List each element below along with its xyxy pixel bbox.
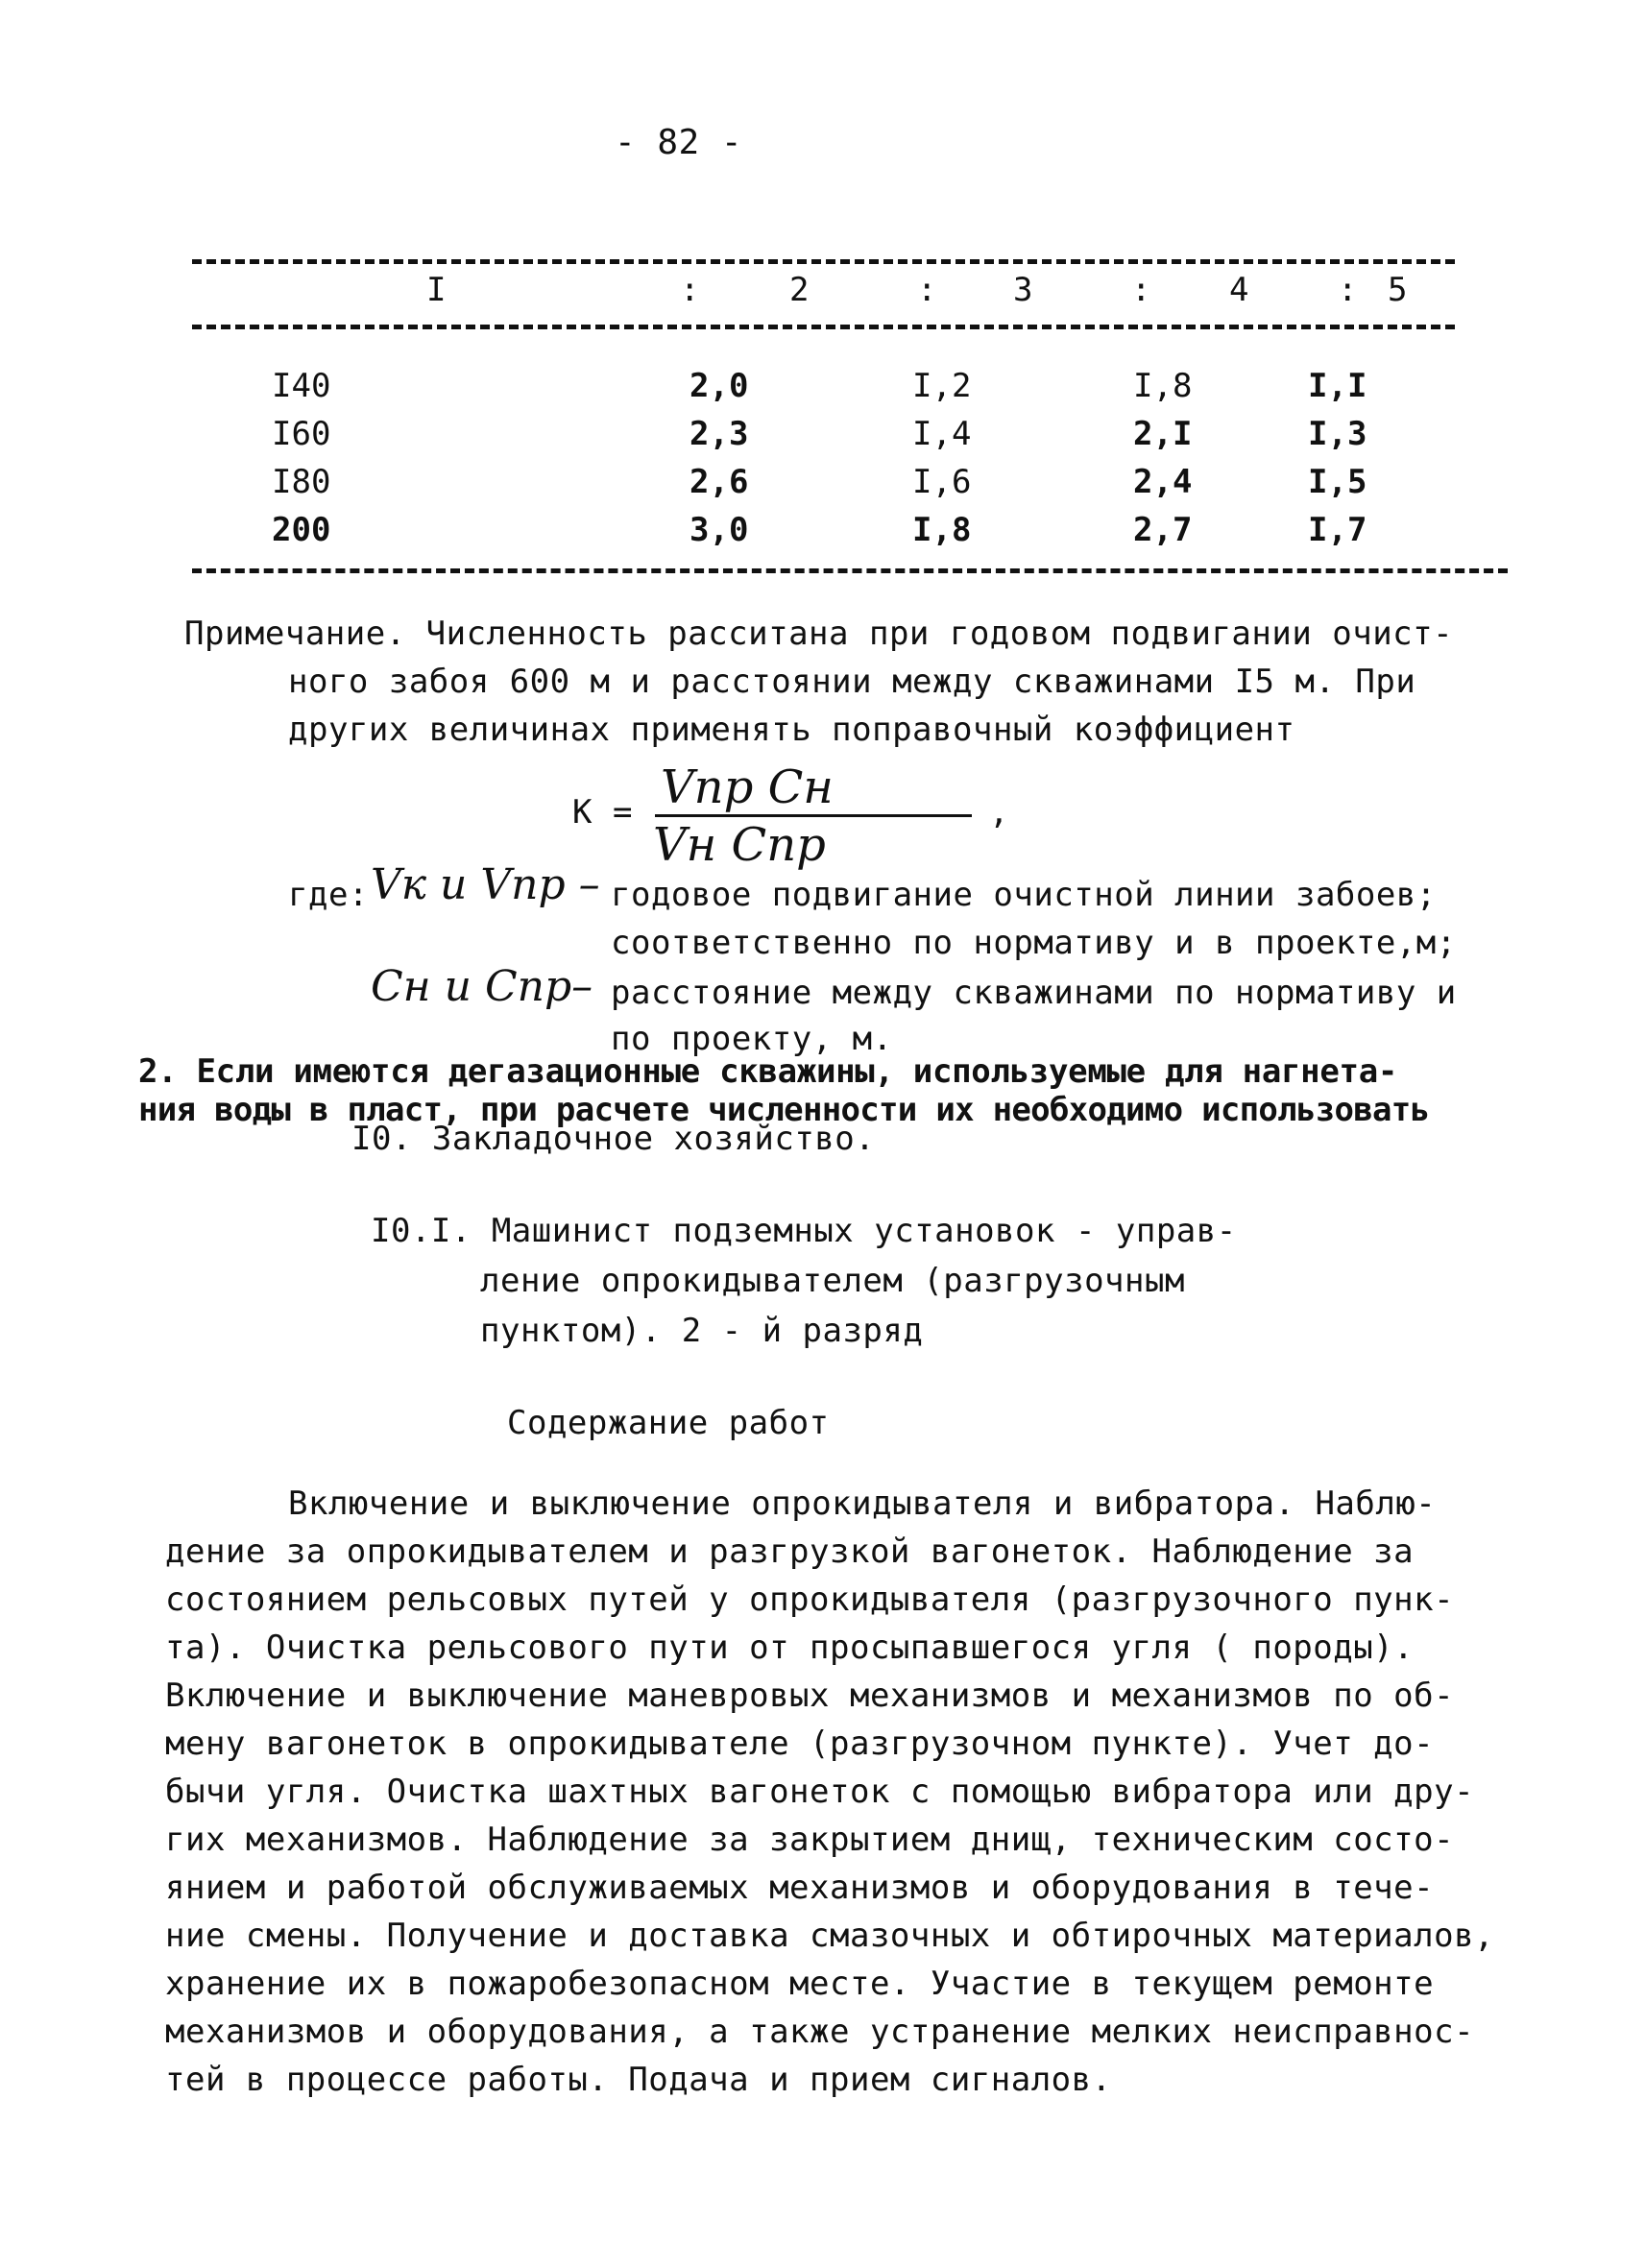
fraction-bar <box>655 814 972 817</box>
table-header-sep: : <box>680 271 700 309</box>
where-symbol-c: Сн и Спр– <box>371 962 593 1011</box>
table-cell: 2,7 <box>1133 511 1193 549</box>
body-line: ние смены. Получение и доставка смазочных и обтирочных материалов, <box>165 1917 1495 1955</box>
table-cell: I,5 <box>1308 463 1367 501</box>
content-heading: Содержание работ <box>507 1404 830 1442</box>
table-cell: I80 <box>272 463 331 501</box>
formula-comma: , <box>989 793 1009 832</box>
subsection-title: I0.I. Машинист подземных установок - управ- <box>371 1212 1237 1250</box>
table-header-4: 4 <box>1229 271 1249 309</box>
body-line: хранение их в пожаробезопасном месте. Участие в текущем ремонте <box>165 1965 1435 2003</box>
body-line: механизмов и оборудования, а также устранение мелких неисправнос- <box>165 2013 1475 2051</box>
table-cell: I,7 <box>1308 511 1367 549</box>
table-header-sep: : <box>917 271 937 309</box>
table-header-1: I <box>426 271 447 309</box>
table-header-rule <box>192 325 1455 329</box>
subsection-title: пунктом). 2 - й разряд <box>480 1312 924 1350</box>
table-top-rule <box>192 259 1455 264</box>
table-cell: 2,0 <box>689 367 749 405</box>
where-text: расстояние между скважинами по нормативу и <box>611 974 1457 1012</box>
table-cell: 2,I <box>1133 415 1193 453</box>
body-line: Включение и выключение маневровых механизмов и механизмов по об- <box>165 1677 1455 1715</box>
note-line: ного забоя 600 м и расстоянии между скважинами I5 м. При <box>288 663 1416 701</box>
body-line: состоянием рельсовых путей у опрокидывателя (разгрузочного пунк- <box>165 1580 1455 1619</box>
table-cell: I60 <box>272 415 331 453</box>
table-cell: I,6 <box>912 463 972 501</box>
where-text: по проекту, м. <box>611 1020 893 1058</box>
body-line: тей в процессе работы. Подача и прием сигналов. <box>165 2061 1112 2099</box>
table-header-2: 2 <box>789 271 810 309</box>
where-label: где: <box>288 876 369 914</box>
table-cell: I,4 <box>912 415 972 453</box>
section-title: I0. Закладочное хозяйство. <box>351 1120 876 1158</box>
table-cell: 2,4 <box>1133 463 1193 501</box>
table-header-5: 5 <box>1388 271 1408 309</box>
formula-k: K = <box>572 793 633 832</box>
item-2-line: ния воды в пласт, при расчете численности их необходимо использовать <box>138 1091 1430 1129</box>
table-cell: 2,6 <box>689 463 749 501</box>
body-line: та). Очистка рельсового пути от просыпавшегося угля ( породы). <box>165 1629 1415 1667</box>
body-line: гих механизмов. Наблюдение за закрытием днищ, техническим состо- <box>165 1821 1455 1859</box>
body-line: янием и работой обслуживаемых механизмов и оборудования в тече- <box>165 1869 1435 1907</box>
table-cell: 200 <box>272 511 331 549</box>
table-cell: 3,0 <box>689 511 749 549</box>
table-header-sep: : <box>1131 271 1151 309</box>
item-2-line: 2. Если имеются дегазационные скважины, используемые для нагнета- <box>138 1052 1398 1091</box>
where-symbol-v: Vк и Vпр – <box>371 860 600 909</box>
page-number: - 82 - <box>615 123 743 162</box>
table-header-sep: : <box>1338 271 1358 309</box>
where-text: годовое подвигание очистной линии забоев; <box>611 876 1437 914</box>
table-cell: I,I <box>1308 367 1367 405</box>
where-text: соответственно по нормативу и в проекте,м; <box>611 924 1457 962</box>
table-bottom-rule <box>192 568 1508 573</box>
body-line: мену вагонеток в опрокидывателе (разгрузочном пункте). Учет до- <box>165 1725 1435 1763</box>
table-cell: I,8 <box>912 511 972 549</box>
body-line: бычи угля. Очистка шахтных вагонеток с помощью вибратора или дру- <box>165 1773 1475 1811</box>
body-line: Включение и выключение опрокидывателя и вибратора. Наблю- <box>288 1484 1437 1523</box>
table-cell: 2,3 <box>689 415 749 453</box>
table-cell: I,2 <box>912 367 972 405</box>
note-line: Примечание. Численность расситана при годовом подвигании очист- <box>184 615 1454 653</box>
formula-denominator: Vн Спр <box>653 818 826 872</box>
table-cell: I,8 <box>1133 367 1193 405</box>
note-line: других величинах применять поправочный коэффициент <box>288 711 1295 749</box>
table-cell: I40 <box>272 367 331 405</box>
table-header-3: 3 <box>1013 271 1033 309</box>
formula-numerator: Vпр Сн <box>661 760 834 814</box>
body-line: дение за опрокидывателем и разгрузкой вагонеток. Наблюдение за <box>165 1532 1415 1571</box>
subsection-title: ление опрокидывателем (разгрузочным <box>480 1262 1185 1300</box>
table-cell: I,3 <box>1308 415 1367 453</box>
